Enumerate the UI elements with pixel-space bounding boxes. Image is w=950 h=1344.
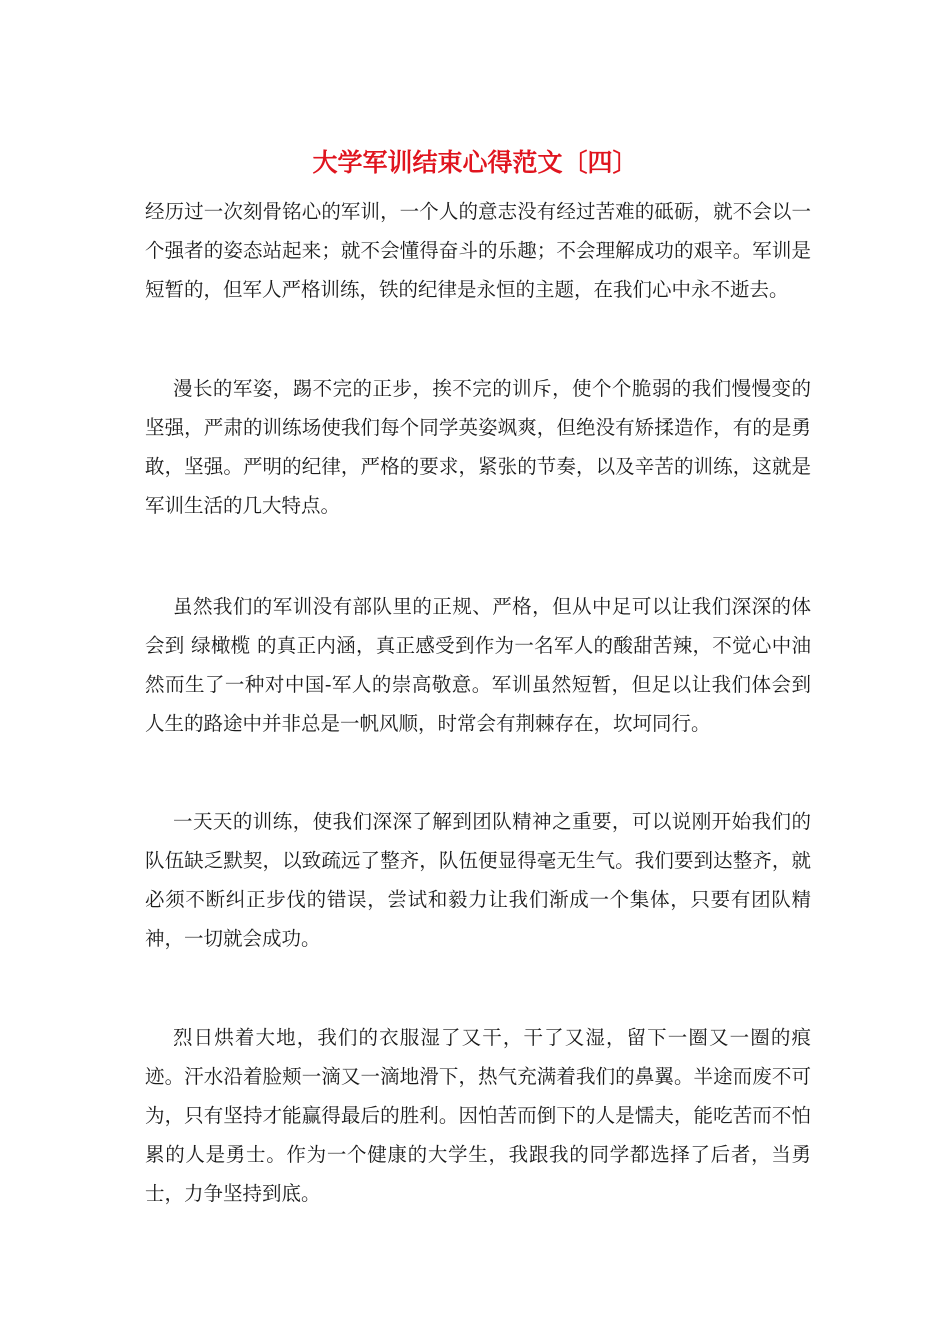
paragraph-5: 烈日烘着大地，我们的衣服湿了又干，干了又湿，留下一圈又一圈的痕迹。汗水沿着脸颊一滴又一滴地滑下，热气充满着我们的鼻翼。半途而废不可为，只有坚持才能赢得最后的胜利。因怕苦而倒下的人是懦夫，能吃苦而不怕累的人是勇士。作为一个健康的大学生，我跟我的同学都选择了后者，当勇士，力争坚持到底。 — [145, 1026, 811, 1205]
paragraph-2: 漫长的军姿，踢不完的正步，挨不完的训斥，使个个脆弱的我们慢慢变的坚强，严肃的训练场使我们每个同学英姿飒爽，但绝没有矫揉造作，有的是勇敢，坚强。严明的纪律，严格的要求，紧张的节奏，以及辛苦的训练，这就是军训生活的几大特点。 — [145, 377, 811, 517]
paragraph-4: 一天天的训练，使我们深深了解到团队精神之重要，可以说刚开始我们的队伍缺乏默契，以致疏远了整齐，队伍便显得毫无生气。我们要到达整齐，就必须不断纠正步伐的错误，尝试和毅力让我们渐成一个集体，只要有团队精神，一切就会成功。 — [145, 810, 811, 950]
paragraph-1: 经历过一次刻骨铭心的军训，一个人的意志没有经过苦难的砥砺，就不会以一个强者的姿态站起来；就不会懂得奋斗的乐趣；不会理解成功的艰辛。军训是短暂的，但军人严格训练，铁的纪律是永恒的主题，在我们心中永不逝去。 — [145, 200, 811, 301]
paragraph-3: 虽然我们的军训没有部队里的正规、严格，但从中足可以让我们深深的体会到 绿橄榄 的真正内涵，真正感受到作为一名军人的酸甜苦辣，不觉心中油然而生了一种对中国-军人的崇高敬意。军训虽然短暂，但足以让我们体会到人生的路途中并非总是一帆风顺，时常会有荆棘存在，坎坷同行。 — [145, 595, 811, 735]
document-title: 大学军训结束心得范文〔四〕 — [312, 148, 638, 177]
